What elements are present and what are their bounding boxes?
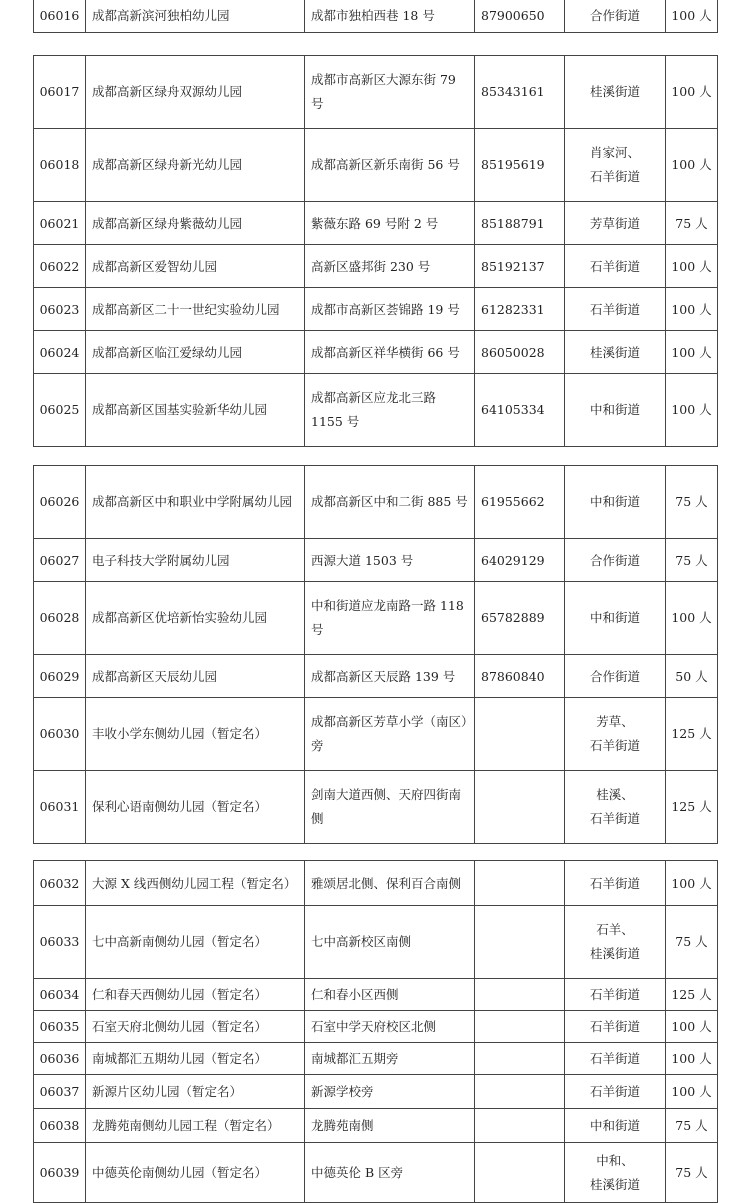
kindergarten-name-text: 成都高新滨河独柏幼儿园	[92, 7, 230, 23]
kindergarten-phone	[475, 1043, 565, 1075]
kindergarten-name	[86, 1075, 305, 1109]
kindergarten-capacity	[666, 288, 718, 331]
kindergarten-street	[565, 202, 666, 245]
kindergarten-name	[86, 906, 305, 979]
kindergarten-street	[565, 288, 666, 331]
kindergarten-code-text: 06039	[39, 1165, 80, 1180]
kindergarten-address-text: 成都市高新区大源东街 79 号	[311, 72, 456, 111]
kindergarten-street-text: 石羊街道	[589, 1084, 640, 1099]
kindergarten-street: 中和、 桂溪街道	[565, 1143, 666, 1203]
kindergarten-capacity	[666, 129, 718, 202]
kindergarten-name	[86, 245, 305, 288]
kindergarten-capacity-text: 100 人	[671, 1084, 712, 1099]
kindergarten-street	[565, 582, 666, 655]
kindergarten-street-text: 桂溪街道	[589, 84, 640, 99]
kindergarten-capacity	[666, 906, 718, 979]
table-row	[34, 1075, 718, 1109]
kindergarten-street	[565, 1109, 666, 1143]
kindergarten-name	[86, 331, 305, 374]
kindergarten-code-text: 06022	[39, 258, 80, 274]
kindergarten-code-text: 06017	[39, 84, 80, 99]
kindergarten-address-text: 成都高新区祥华横街 66 号	[311, 344, 460, 360]
kindergarten-code-text: 06021	[39, 215, 80, 231]
kindergarten-street-text: 石羊街道	[589, 1019, 640, 1034]
kindergarten-code	[34, 245, 86, 288]
kindergarten-capacity-text: 75 人	[675, 934, 708, 949]
kindergarten-address-text: 龙腾苑南侧	[311, 1118, 374, 1133]
kindergarten-capacity-text: 100 人	[671, 610, 712, 625]
kindergarten-capacity	[666, 245, 718, 288]
kindergarten-code-text: 06034	[39, 987, 80, 1002]
kindergarten-code-text: 06025	[39, 402, 80, 417]
kindergarten-address	[305, 288, 475, 331]
kindergarten-capacity	[666, 979, 718, 1011]
kindergarten-code-text: 06029	[39, 668, 80, 684]
kindergarten-capacity-text: 100 人	[671, 402, 712, 417]
kindergarten-name	[86, 56, 305, 129]
table-row	[34, 771, 718, 844]
kindergarten-name-text: 石室天府北侧幼儿园（暂定名）	[92, 1019, 268, 1034]
kindergarten-name-text: 龙腾苑南侧幼儿园工程（暂定名）	[92, 1118, 280, 1133]
kindergarten-address	[305, 466, 475, 539]
kindergarten-address-text: 成都高新区天辰路 139 号	[311, 668, 456, 684]
kindergarten-code-text: 06024	[39, 344, 80, 360]
kindergarten-capacity-text: 100 人	[671, 258, 712, 274]
kindergarten-street: 芳草、 石羊街道	[565, 698, 666, 771]
kindergarten-phone	[475, 0, 565, 33]
kindergarten-code	[34, 1011, 86, 1043]
kindergarten-capacity	[666, 771, 718, 844]
kindergarten-address	[305, 655, 475, 698]
kindergarten-name	[86, 202, 305, 245]
kindergarten-street	[565, 0, 666, 33]
table-row	[34, 1011, 718, 1043]
kindergarten-code	[34, 539, 86, 582]
kindergarten-capacity	[666, 861, 718, 906]
kindergarten-address	[305, 245, 475, 288]
kindergarten-address-text: 仁和春小区西侧	[311, 987, 399, 1002]
kindergarten-capacity	[666, 202, 718, 245]
kindergarten-street	[565, 466, 666, 539]
kindergarten-name	[86, 771, 305, 844]
table-row	[34, 56, 718, 129]
kindergarten-code-text: 06026	[39, 494, 80, 509]
kindergarten-address	[305, 331, 475, 374]
kindergarten-address-text: 成都高新区中和二街 885 号	[311, 494, 468, 509]
kindergarten-phone	[475, 466, 565, 539]
kindergarten-address-text: 南城都汇五期旁	[311, 1051, 399, 1066]
kindergarten-street-text: 中和街道	[589, 1118, 640, 1133]
kindergarten-address-text: 高新区盛邦街 230 号	[311, 258, 431, 274]
kindergarten-capacity-text: 75 人	[675, 1165, 708, 1180]
kindergarten-name-text: 成都高新区优培新怡实验幼儿园	[92, 610, 268, 625]
kindergarten-phone	[475, 1075, 565, 1109]
kindergarten-name	[86, 374, 305, 447]
kindergarten-street-text: 桂溪街道	[589, 344, 640, 360]
kindergarten-phone	[475, 771, 565, 844]
kindergarten-phone	[475, 906, 565, 979]
kindergarten-capacity-text: 75 人	[675, 215, 708, 231]
kindergarten-phone	[475, 288, 565, 331]
kindergarten-name-text: 中德英伦南侧幼儿园（暂定名）	[92, 1165, 268, 1180]
kindergarten-phone	[475, 1109, 565, 1143]
kindergarten-code	[34, 288, 86, 331]
kindergarten-name-text: 成都高新区二十一世纪实验幼儿园	[92, 301, 280, 317]
kindergarten-street: 石羊、 桂溪街道	[565, 906, 666, 979]
kindergarten-code	[34, 0, 86, 33]
kindergarten-street-text: 石羊街道	[589, 987, 640, 1002]
kindergarten-street-text: 中和街道	[589, 494, 640, 509]
kindergarten-code	[34, 861, 86, 906]
kindergarten-phone-text: 85188791	[481, 215, 545, 231]
kindergarten-capacity-text: 100 人	[671, 875, 712, 891]
kindergarten-name-text: 成都高新区绿舟双源幼儿园	[92, 84, 243, 99]
kindergarten-capacity-text: 100 人	[671, 1051, 712, 1066]
kindergarten-capacity	[666, 539, 718, 582]
kindergarten-address	[305, 374, 475, 447]
kindergarten-capacity	[666, 1043, 718, 1075]
kindergarten-name-text: 新源片区幼儿园（暂定名）	[92, 1084, 243, 1099]
kindergarten-address-text: 中德英伦 B 区旁	[311, 1165, 404, 1180]
kindergarten-address	[305, 1043, 475, 1075]
kindergarten-code	[34, 56, 86, 129]
kindergarten-name-text: 大源 X 线西侧幼儿园工程（暂定名）	[92, 875, 297, 891]
table-row	[34, 979, 718, 1011]
kindergarten-name-text: 七中高新南侧幼儿园（暂定名）	[92, 934, 268, 949]
kindergarten-address-text: 成都高新区芳草小学（南区）旁	[311, 714, 468, 753]
table-row	[34, 129, 718, 202]
kindergarten-address	[305, 56, 475, 129]
kindergarten-name-text: 成都高新区临江爱绿幼儿园	[92, 344, 243, 360]
kindergarten-name-text: 仁和春天西侧幼儿园（暂定名）	[92, 987, 268, 1002]
kindergarten-capacity	[666, 582, 718, 655]
table-row	[34, 245, 718, 288]
kindergarten-code-text: 06027	[39, 552, 80, 568]
kindergarten-capacity-text: 75 人	[675, 1118, 708, 1133]
kindergarten-phone	[475, 861, 565, 906]
kindergarten-address-text: 紫薇东路 69 号附 2 号	[311, 215, 439, 231]
kindergarten-capacity	[666, 331, 718, 374]
table-row	[34, 288, 718, 331]
kindergarten-street	[565, 655, 666, 698]
kindergarten-phone-text: 85343161	[481, 84, 545, 99]
kindergarten-code	[34, 129, 86, 202]
kindergarten-name	[86, 1011, 305, 1043]
table-row	[34, 466, 718, 539]
kindergarten-phone	[475, 245, 565, 288]
kindergarten-code	[34, 655, 86, 698]
kindergarten-code	[34, 771, 86, 844]
kindergarten-code	[34, 906, 86, 979]
kindergarten-code	[34, 202, 86, 245]
kindergarten-address-text: 雅颂居北侧、保利百合南侧	[311, 875, 462, 891]
kindergarten-code-text: 06033	[39, 934, 80, 949]
kindergarten-address-text: 成都高新区新乐南街 56 号	[311, 157, 460, 172]
table-row	[34, 202, 718, 245]
kindergarten-code	[34, 979, 86, 1011]
kindergarten-capacity-text: 100 人	[671, 301, 712, 317]
kindergarten-code	[34, 466, 86, 539]
table-row	[34, 582, 718, 655]
kindergarten-address-text: 成都市高新区荟锦路 19 号	[311, 301, 460, 317]
kindergarten-phone-text: 64029129	[481, 552, 545, 568]
kindergarten-code	[34, 1075, 86, 1109]
kindergarten-name	[86, 539, 305, 582]
table-row	[34, 331, 718, 374]
kindergarten-capacity-text: 125 人	[671, 726, 712, 741]
kindergarten-phone	[475, 655, 565, 698]
kindergarten-address	[305, 1109, 475, 1143]
kindergarten-street-text: 石羊街道	[589, 1051, 640, 1066]
kindergarten-name	[86, 0, 305, 33]
table-row	[34, 698, 718, 771]
kindergarten-phone	[475, 698, 565, 771]
kindergarten-name-text: 成都高新区国基实验新华幼儿园	[92, 402, 268, 417]
kindergarten-name	[86, 655, 305, 698]
kindergarten-table	[33, 465, 718, 844]
kindergarten-phone	[475, 582, 565, 655]
kindergarten-name-text: 保利心语南侧幼儿园（暂定名）	[92, 799, 268, 814]
kindergarten-code-text: 06037	[39, 1084, 80, 1099]
kindergarten-code	[34, 582, 86, 655]
kindergarten-code-text: 06030	[39, 726, 80, 741]
kindergarten-capacity-text: 100 人	[671, 7, 712, 23]
kindergarten-phone-text: 65782889	[481, 610, 545, 625]
kindergarten-code-text: 06035	[39, 1019, 80, 1034]
kindergarten-name-text: 成都高新区天辰幼儿园	[92, 668, 218, 684]
kindergarten-name	[86, 698, 305, 771]
kindergarten-street-text: 合作街道	[589, 7, 640, 23]
kindergarten-phone	[475, 539, 565, 582]
kindergarten-phone	[475, 331, 565, 374]
kindergarten-name-text: 成都高新区中和职业中学附属幼儿园	[92, 494, 293, 509]
kindergarten-phone-text: 86050028	[481, 344, 545, 360]
kindergarten-name-text: 成都高新区绿舟新光幼儿园	[92, 157, 243, 172]
kindergarten-name	[86, 861, 305, 906]
kindergarten-street-text: 中和街道	[589, 610, 640, 625]
kindergarten-address	[305, 0, 475, 33]
kindergarten-street-text: 芳草街道	[589, 215, 640, 231]
kindergarten-phone-text: 64105334	[481, 402, 545, 417]
kindergarten-phone	[475, 979, 565, 1011]
kindergarten-table	[33, 55, 718, 447]
kindergarten-code-text: 06038	[39, 1118, 80, 1133]
kindergarten-capacity-text: 100 人	[671, 84, 712, 99]
kindergarten-address	[305, 861, 475, 906]
table-row	[34, 861, 718, 906]
kindergarten-address-text: 剑南大道西侧、天府四街南侧	[311, 787, 462, 826]
kindergarten-table	[33, 860, 718, 1203]
kindergarten-street-text: 石羊街道	[589, 875, 640, 891]
table-row	[34, 0, 718, 33]
table-row	[34, 906, 718, 979]
kindergarten-phone	[475, 202, 565, 245]
kindergarten-phone-text: 61955662	[481, 494, 545, 509]
kindergarten-street: 桂溪、 石羊街道	[565, 771, 666, 844]
kindergarten-street	[565, 861, 666, 906]
kindergarten-code	[34, 1109, 86, 1143]
kindergarten-capacity	[666, 56, 718, 129]
kindergarten-street	[565, 331, 666, 374]
kindergarten-phone	[475, 374, 565, 447]
kindergarten-code-text: 06028	[39, 610, 80, 625]
kindergarten-capacity-text: 100 人	[671, 344, 712, 360]
kindergarten-address	[305, 129, 475, 202]
kindergarten-code	[34, 331, 86, 374]
kindergarten-address	[305, 698, 475, 771]
kindergarten-capacity	[666, 1011, 718, 1043]
kindergarten-capacity	[666, 0, 718, 33]
kindergarten-capacity-text: 75 人	[675, 494, 708, 509]
kindergarten-street-text: 合作街道	[589, 552, 640, 568]
kindergarten-capacity	[666, 1109, 718, 1143]
kindergarten-street-text: 石羊街道	[589, 258, 640, 274]
kindergarten-name	[86, 466, 305, 539]
kindergarten-address-text: 西源大道 1503 号	[311, 552, 414, 568]
kindergarten-phone	[475, 1011, 565, 1043]
kindergarten-capacity-text: 75 人	[675, 552, 708, 568]
kindergarten-name-text: 南城都汇五期幼儿园（暂定名）	[92, 1051, 268, 1066]
kindergarten-street	[565, 374, 666, 447]
kindergarten-name-text: 电子科技大学附属幼儿园	[92, 552, 230, 568]
kindergarten-phone-text: 61282331	[481, 301, 545, 317]
kindergarten-code	[34, 1043, 86, 1075]
kindergarten-capacity-text: 125 人	[671, 799, 712, 814]
kindergarten-code	[34, 374, 86, 447]
kindergarten-capacity	[666, 466, 718, 539]
kindergarten-phone-text: 85192137	[481, 258, 545, 274]
kindergarten-address-text: 成都高新区应龙北三路 1155 号	[311, 390, 437, 429]
kindergarten-address	[305, 539, 475, 582]
kindergarten-address-text: 新源学校旁	[311, 1084, 374, 1099]
kindergarten-name	[86, 1043, 305, 1075]
kindergarten-capacity	[666, 374, 718, 447]
kindergarten-name	[86, 1109, 305, 1143]
kindergarten-phone	[475, 129, 565, 202]
kindergarten-phone-text: 85195619	[481, 157, 545, 172]
kindergarten-code	[34, 698, 86, 771]
kindergarten-address-text: 七中高新校区南侧	[311, 934, 412, 949]
kindergarten-street-text: 中和街道	[589, 402, 640, 417]
kindergarten-address	[305, 1075, 475, 1109]
kindergarten-street-text: 合作街道	[589, 668, 640, 684]
kindergarten-code-text: 06016	[39, 7, 80, 23]
kindergarten-name	[86, 129, 305, 202]
kindergarten-table	[33, 0, 718, 33]
kindergarten-street	[565, 1075, 666, 1109]
kindergarten-street	[565, 539, 666, 582]
kindergarten-phone-text: 87860840	[481, 668, 545, 684]
kindergarten-capacity-text: 100 人	[671, 157, 712, 172]
kindergarten-street	[565, 1043, 666, 1075]
table-row	[34, 1043, 718, 1075]
kindergarten-address	[305, 1011, 475, 1043]
kindergarten-code-text: 06018	[39, 157, 80, 172]
kindergarten-name	[86, 582, 305, 655]
kindergarten-street	[565, 1011, 666, 1043]
kindergarten-street-text: 石羊街道	[589, 301, 640, 317]
kindergarten-name-text: 丰收小学东侧幼儿园（暂定名）	[92, 726, 268, 741]
kindergarten-capacity-text: 50 人	[675, 668, 708, 684]
kindergarten-code-text: 06032	[39, 875, 80, 891]
kindergarten-street	[565, 56, 666, 129]
kindergarten-capacity-text: 125 人	[671, 987, 712, 1002]
kindergarten-code-text: 06031	[39, 799, 80, 814]
table-row	[34, 539, 718, 582]
kindergarten-phone	[475, 56, 565, 129]
kindergarten-address	[305, 771, 475, 844]
kindergarten-capacity-text: 100 人	[671, 1019, 712, 1034]
kindergarten-street	[565, 245, 666, 288]
kindergarten-name	[86, 979, 305, 1011]
table-row	[34, 1109, 718, 1143]
kindergarten-name-text: 成都高新区爱智幼儿园	[92, 258, 218, 274]
kindergarten-capacity	[666, 655, 718, 698]
kindergarten-name	[86, 288, 305, 331]
kindergarten-address-text: 中和街道应龙南路一路 118 号	[311, 598, 464, 637]
kindergarten-street	[565, 979, 666, 1011]
kindergarten-code-text: 06036	[39, 1051, 80, 1066]
kindergarten-address	[305, 979, 475, 1011]
kindergarten-address	[305, 202, 475, 245]
table-row	[34, 374, 718, 447]
kindergarten-address-text: 石室中学天府校区北侧	[311, 1019, 437, 1034]
kindergarten-capacity	[666, 1075, 718, 1109]
kindergarten-phone-text: 87900650	[481, 7, 545, 23]
kindergarten-code-text: 06023	[39, 301, 80, 317]
kindergarten-address-text: 成都市独柏西巷 18 号	[311, 7, 435, 23]
kindergarten-street: 肖家河、 石羊街道	[565, 129, 666, 202]
kindergarten-address	[305, 582, 475, 655]
kindergarten-capacity	[666, 698, 718, 771]
table-row	[34, 655, 718, 698]
kindergarten-address	[305, 906, 475, 979]
kindergarten-name-text: 成都高新区绿舟紫薇幼儿园	[92, 215, 243, 231]
